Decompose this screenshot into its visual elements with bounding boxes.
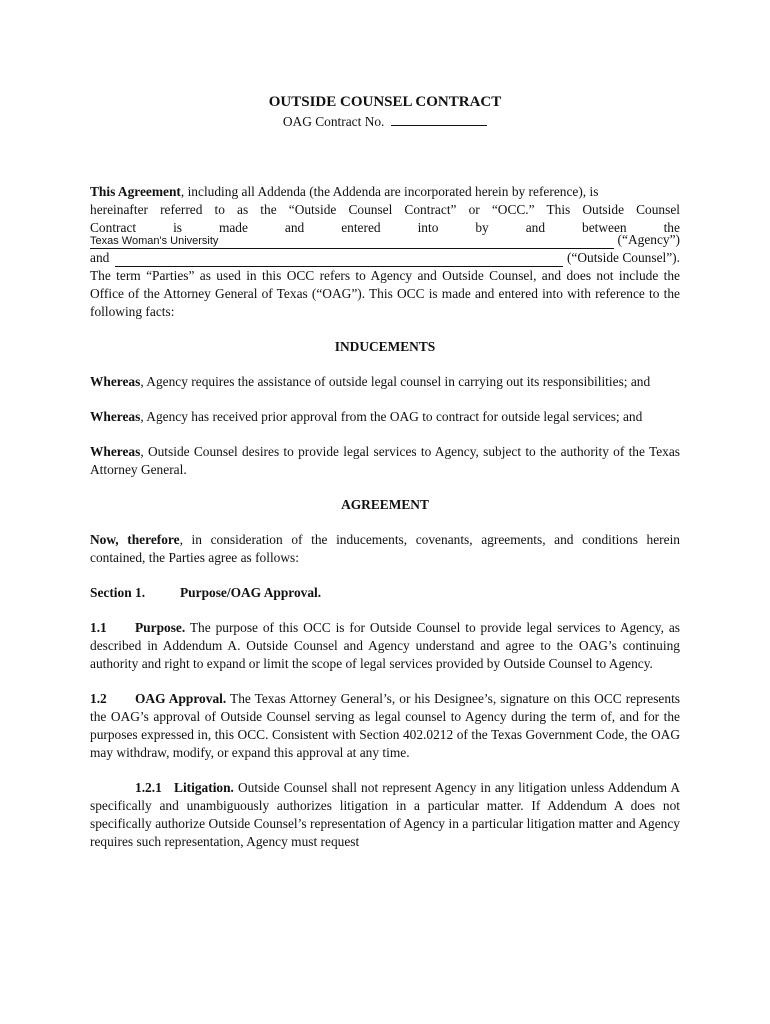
agency-suffix: (“Agency”) — [617, 232, 680, 247]
clause-1-2-number: 1.2 — [90, 691, 107, 706]
whereas-2 — [90, 408, 680, 426]
counsel-fill-row — [90, 249, 680, 267]
whereas-1 — [90, 373, 680, 391]
whereas-1-text: , Agency requires the assistance of outside legal counsel in carrying out its responsibilities; and — [140, 374, 651, 389]
and-label: and — [90, 250, 110, 265]
intro-line1-text: , including all Addenda (the Addenda are incorporated herein by reference), is — [180, 184, 599, 199]
intro-rest: The term “Parties” as used in this OCC refers to Agency and Outside Counsel, and does not include the Office of the Attorney General of Texas (“OAG”). This OCC is made and entered into with reference to the following facts: — [90, 268, 680, 319]
agency-name-value: Texas Woman's University — [90, 235, 219, 247]
clause-1-2-1 — [90, 779, 680, 851]
whereas-3-lead: Whereas — [90, 444, 141, 459]
intro-line3-word: entered — [341, 220, 381, 235]
document-title: OUTSIDE COUNSEL CONTRACT — [268, 94, 502, 110]
whereas-3 — [90, 443, 680, 479]
counsel-suffix: (“Outside Counsel”). — [566, 250, 680, 265]
intro-line3-word: Contract — [90, 220, 137, 235]
whereas-1-lead: Whereas — [90, 374, 141, 389]
intro-bold-lead: This Agreement — [90, 184, 181, 199]
inducements-heading: INDUCEMENTS — [334, 339, 436, 354]
contract-number-label: OAG Contract No. — [282, 114, 385, 129]
clause-1-1 — [90, 619, 680, 673]
whereas-2-lead: Whereas — [90, 409, 141, 424]
intro-line3-word: the — [663, 220, 680, 235]
agency-fill-row — [90, 231, 680, 249]
contract-number-line — [90, 113, 680, 131]
clause-1-2-1-title: Litigation. — [174, 780, 234, 795]
section-1-number: Section 1. — [90, 585, 146, 600]
clause-1-2-1-number: 1.2.1 — [135, 780, 162, 795]
clause-1-1-title: Purpose. — [135, 620, 186, 635]
intro-line3-word: is — [173, 220, 182, 235]
clause-1-2-title: OAG Approval. — [135, 691, 227, 706]
intro-paragraph — [90, 183, 680, 321]
agency-name-field — [90, 234, 614, 249]
whereas-3-text: , Outside Counsel desires to provide legal services to Agency, subject to the authority of the Texas Attorney General. — [90, 444, 680, 477]
intro-line3-word: and — [284, 220, 305, 235]
intro-line-1 — [90, 183, 680, 201]
clause-1-1-text: The purpose of this OCC is for Outside Counsel to provide legal services to Agency, as described in Addendum A. Outside Counsel and Agency understand and agree to the OAG’s continuing authority and right to expand or limit the scope of legal services provided by Outside Counsel to Agency. — [90, 620, 680, 671]
clause-1-1-number: 1.1 — [90, 620, 107, 635]
intro-line3-word: and — [525, 220, 546, 235]
intro-line3-word: made — [218, 220, 248, 235]
contract-number-blank — [391, 114, 487, 126]
section-1-heading — [90, 584, 680, 602]
agreement-heading: AGREEMENT — [341, 497, 429, 512]
intro-line3-word: into — [417, 220, 439, 235]
clause-1-2-1-text: Outside Counsel shall not represent Agency in any litigation unless Addendum A specifically and unambiguously authorizes litigation in a particular matter. If Addendum A does not specifically authorize Outside Counsel’s representation of Agency in a particular litigation matter and Agency requires such representation, Agency must request — [90, 780, 681, 849]
clause-1-2 — [90, 690, 680, 762]
intro-line3-word: between — [582, 220, 627, 235]
document-page — [90, 92, 680, 851]
intro-line3-word: by — [475, 220, 489, 235]
now-therefore-paragraph — [90, 531, 680, 567]
now-therefore-lead: Now, therefore — [90, 532, 180, 547]
section-1-title: Purpose/OAG Approval. — [180, 585, 322, 600]
outside-counsel-field — [115, 252, 563, 267]
clause-1-2-text: The Texas Attorney General’s, or his Designee’s, signature on this OCC represents the OAG’s approval of Outside Counsel serving as legal counsel to Agency during the term of, and for the purposes expressed in, this OCC. Consistent with Section 402.0212 of the Texas Government Code, the OAG may withdraw, modify, or expand this approval at any time. — [90, 691, 681, 760]
now-therefore-text: , in consideration of the inducements, covenants, agreements, and conditions herein contained, the Parties agree as follows: — [90, 532, 680, 565]
intro-line-2: hereinafter referred to as the “Outside Counsel Contract” or “OCC.” This Outside Counsel — [90, 202, 680, 217]
whereas-2-text: , Agency has received prior approval from the OAG to contract for outside legal services; and — [140, 409, 643, 424]
